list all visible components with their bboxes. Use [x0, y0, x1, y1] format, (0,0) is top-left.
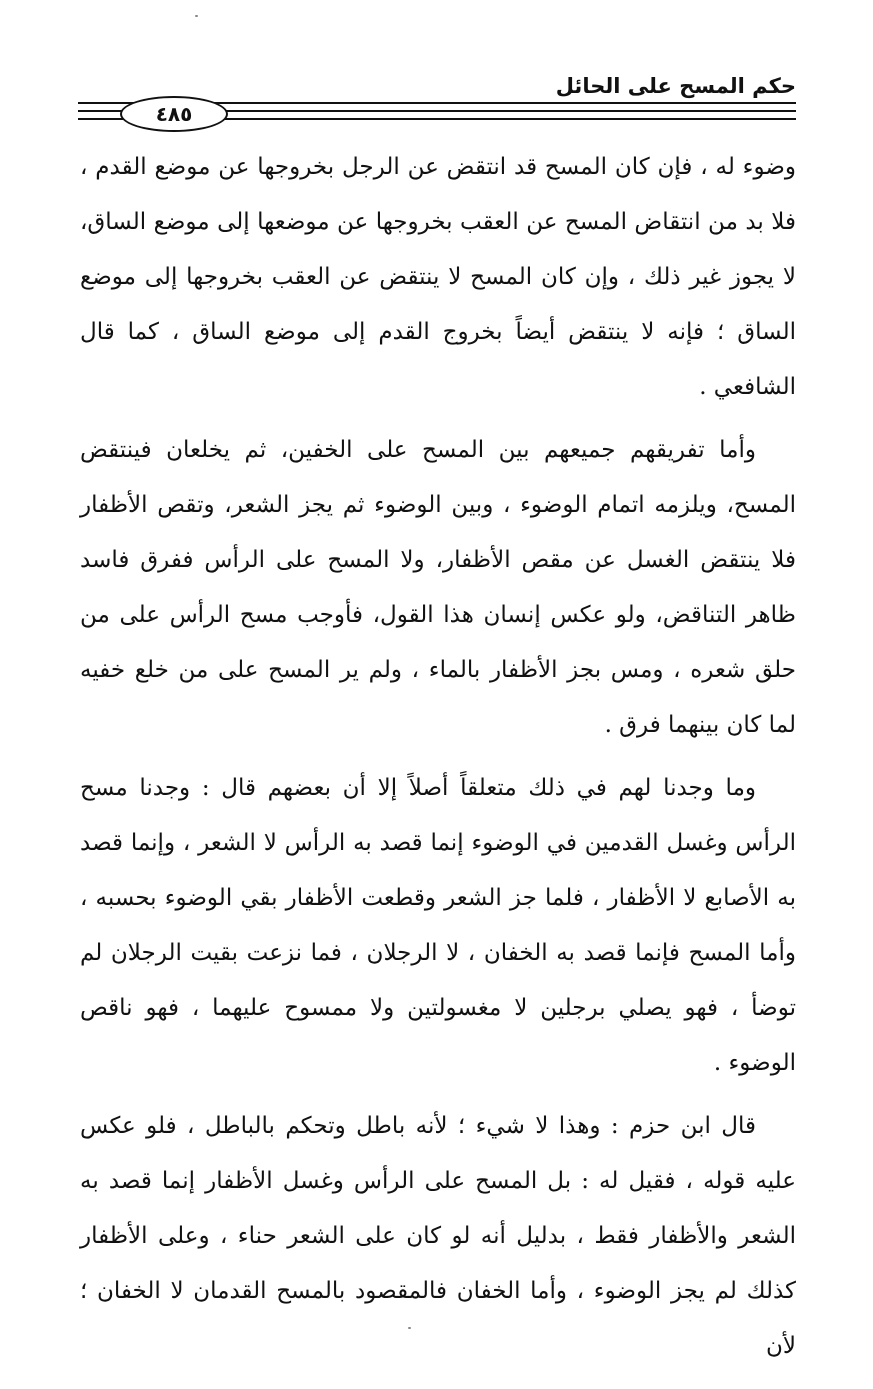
- paragraph-4: قال ابن حزم : وهذا لا شيء ؛ لأنه باطل وتحكم بالباطل ، فلو عكس عليه قوله ، فقيل له : بل المسح على الرأس وغسل الأظفار إنما قصد به الشعر والأظفار فقط ، بدليل أنه لو كان على الشعر حناء ، وعلى الأظفار كذلك لم يجز الوضوء ، وأما الخفان فالمقصود بالمسح القدمان لا الخفان ؛ لأن: [80, 1113, 796, 1359]
- page-number: ٤٨٥: [120, 96, 228, 132]
- scan-speck: [195, 15, 198, 17]
- page-header: [78, 70, 796, 130]
- paragraph-3: وما وجدنا لهم في ذلك متعلقاً أصلاً إلا أن بعضهم قال : وجدنا مسح الرأس وغسل القدمين في الوضوء إنما قصد به الرأس لا الشعر ، وإنما قصد به الأصابع لا الأظفار ، فلما جز الشعر وقطعت الأظفار بقي الوضوء بحسبه ، وأما المسح فإنما قصد به الخفان ، لا الرجلان ، فما نزعت بقيت الرجلان لم توضأ ، فهو يصلي برجلين لا مغسولتين ولا ممسوح عليهما ، فهو ناقص الوضوء .: [80, 775, 796, 1076]
- paragraph-2: وأما تفريقهم جميعهم بين المسح على الخفين، ثم يخلعان فينتقض المسح، ويلزمه اتمام الوضوء ، وبين الوضوء ثم يجز الشعر، وتقص الأظفار فلا ينتقض الغسل عن مقص الأظفار، ولا المسح على الرأس ففرق فاسد ظاهر التناقض، ولو عكس إنسان هذا القول، فأوجب مسح الرأس على من حلق شعره ، ومس بجز الأظفار بالماء ، ولم ير المسح على من خلع خفيه لما كان بينهما فرق .: [80, 437, 796, 738]
- paragraph-1: وضوء له ، فإن كان المسح قد انتقض عن الرجل بخروجها عن موضع القدم ، فلا بد من انتقاض المسح عن العقب بخروجها عن موضعها إلى موضع الساق، لا يجوز غير ذلك ، وإن كان المسح لا ينتقض عن العقب بخروجها إلى موضع الساق ؛ فإنه لا ينتقض أيضاً بخروج القدم إلى موضع الساق ، كما قال الشافعي .: [80, 154, 796, 400]
- page-body: [80, 140, 796, 1374]
- scan-speck: [408, 1327, 411, 1329]
- running-title: حكم المسح على الحائل: [555, 74, 796, 98]
